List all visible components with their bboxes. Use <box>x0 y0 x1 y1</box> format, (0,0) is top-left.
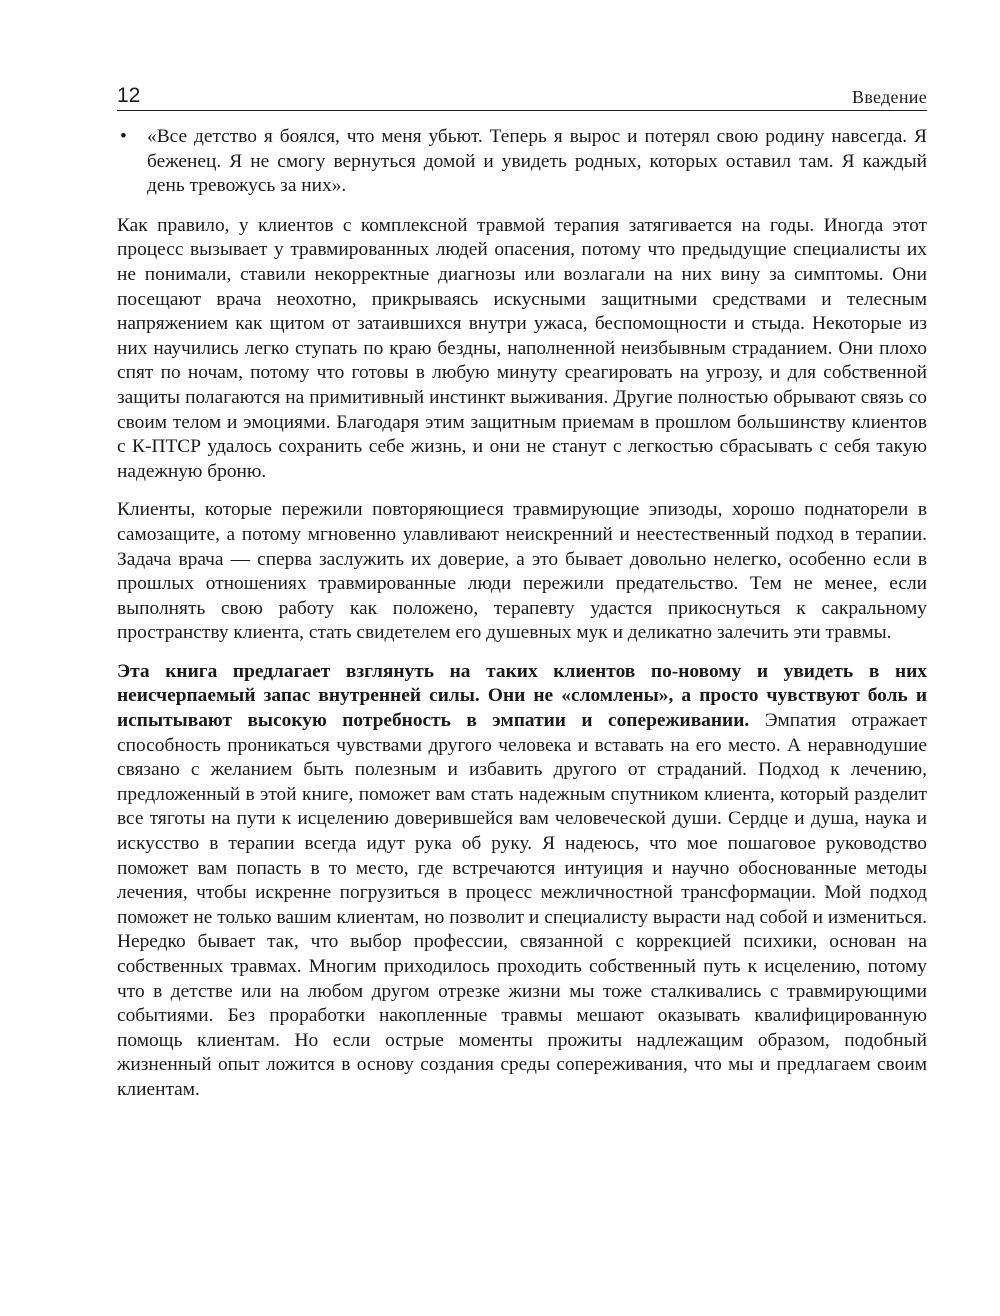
paragraph-book-purpose <box>117 660 927 1103</box>
bullet-icon: • <box>120 126 127 147</box>
paragraph-complex-trauma: Как правило, у клиентов с комплексной травмой терапия затягивается на годы. Иногда этот процесс вызывает у травмированных людей опасения, потому что предыдущие специалисты их не понимали, ставили некорректные диагнозы или возлагали на них вину за симптомы. Они посещают врача неохотно, прикрываясь искусными защитными средствами и телесным напряжением как щитом от затаившихся внутри ужаса, беспомощности и стыда. Некоторые из них научились легко ступать по краю бездны, наполненной неизбывным страданием. Они плохо спят по ночам, потому что готовы в любую минуту среагировать на угрозу, и для собственной защиты полагаются на примитивный инстинкт выживания. Другие полностью обрывают связь со своим телом и эмоциями. Благодаря этим защитным приемам в прошлом большинству клиентов с К-ПТСР удалось сохранить себе жизнь, и они не станут с легкостью сбрасывать с себя такую надежную броню. <box>117 214 927 482</box>
chapter-title: Введение <box>852 87 927 107</box>
paragraph-bold-lead: Эта книга предлагает взглянуть на таких клиентов по-новому и увидеть в них неисчерпаемый запас внутренней силы. Они не «сломлены», а просто чувствуют боль и испытывают высокую потребность в эмпатии и сопереживании. <box>117 660 927 732</box>
running-header <box>117 82 927 111</box>
quote-bullet-list <box>117 125 927 199</box>
paragraph-body: Эмпатия отражает способность проникаться чувствами другого человека и вставать на его место. А неравнодушие связано с желанием быть полезным и избавить другого от страданий. Подход к лечению, предложенный в этой книге, поможет вам стать надежным спутником клиента, который разделит все тяготы на пути к исцелению доверившейся вам человеческой души. Сердце и душа, наука и искусство в терапии всегда идут рука об руку. Я надеюсь, что мое пошаговое руководство поможет вам попасть в то место, где встречаются интуиция и научно обоснованные методы лечения, чтобы искренне погрузиться в процесс межличностной трансформации. Мой подход поможет не только вашим клиентам, но позволит и специалисту вырасти над собой и измениться. Нередко бывает так, что выбор профессии, связанной с коррекцией психики, основан на собственных травмах. Многим приходилось проходить собственный путь к исцелению, потому что в детстве или на любом другом отрезке жизни мы тоже сталкивались с травмирующими событиями. Без проработки накопленные травмы мешают оказывать квалифицированную помощь клиентам. Но если острые моменты прожиты надлежащим образом, подобный жизненный опыт ложится в основу создания среды сопереживания, что мы и предлагаем своим клиентам. <box>117 710 927 1100</box>
list-item <box>120 125 927 199</box>
bullet-text: «Все детство я боялся, что меня убьют. Теперь я вырос и потерял свою родину навсегда. Я беженец. Я не смогу вернуться домой и увидеть родных, которых оставил там. Я каждый день тревожусь за них». <box>147 126 927 197</box>
paragraph-clients-trust: Клиенты, которые пережили повторяющиеся травмирующие эпизоды, хорошо поднаторели в самозащите, а потому мгновенно улавливают неискренний и неестественный подход в терапии. Задача врача — сперва заслужить их доверие, а это бывает довольно нелегко, особенно если в прошлых отношениях травмированные люди пережили предательство. Тем не менее, если выполнять свою работу как положено, терапевту удастся прикоснуться к сакральному пространству клиента, стать свидетелем его душевных мук и деликатно залечить эти травмы. <box>117 499 927 644</box>
page-number: 12 <box>117 84 141 107</box>
book-page <box>117 82 927 1103</box>
